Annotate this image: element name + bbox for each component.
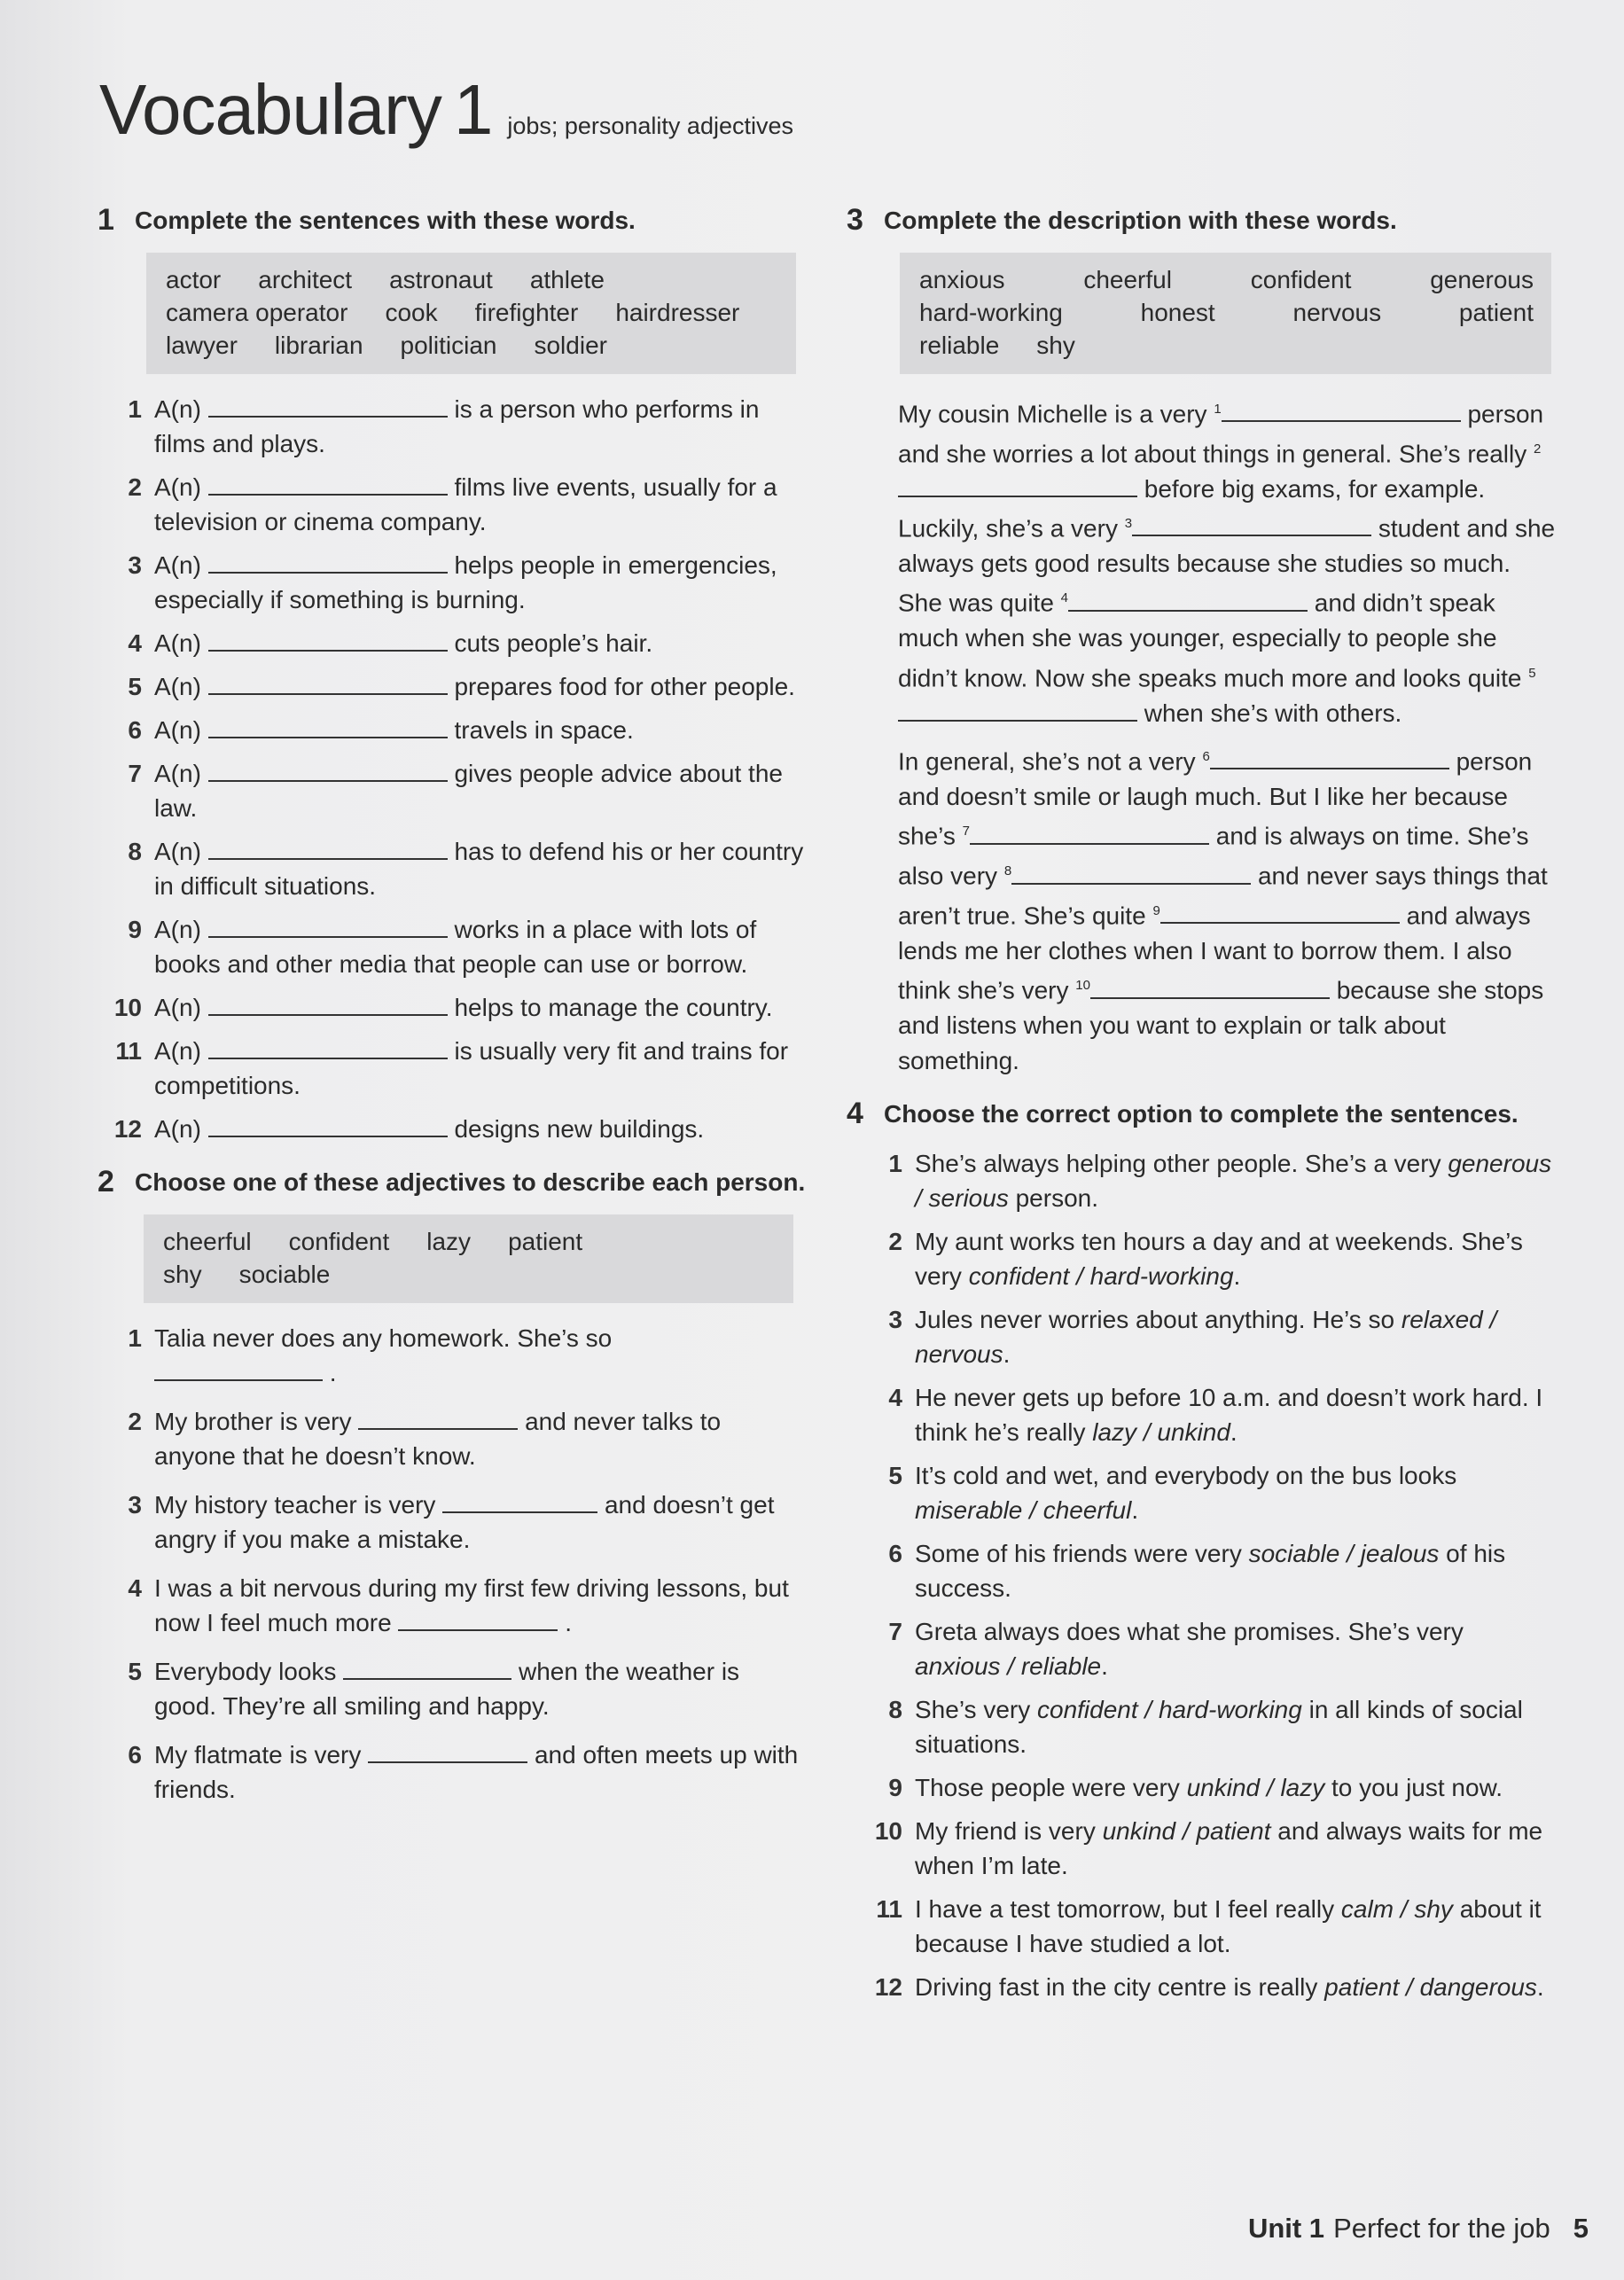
item-text: I was a bit nervous during my first few driving lessons, but now I feel much more [154, 1574, 789, 1636]
word: hairdresser [615, 299, 740, 326]
gap-number: 9 [1152, 903, 1160, 919]
list-item [847, 1146, 1556, 1215]
exercise-instruction: Complete the sentences with these words. [135, 207, 636, 234]
item-text: A(n) [154, 1037, 201, 1065]
item-text: in all kinds of social situations. [915, 1696, 1523, 1759]
item-text: helps people in emergencies, especially if something is burning. [154, 551, 777, 613]
list-item [847, 1536, 1556, 1605]
word: soldier [534, 332, 607, 359]
item-text: about it because I have studied a lot. [915, 1895, 1542, 1958]
word-box-1 [146, 253, 796, 374]
word: architect [258, 266, 353, 293]
option-choice[interactable]: relaxed / nervous [915, 1306, 1497, 1369]
item-text: Greta always does what she promises. She’s very [915, 1618, 1464, 1646]
item-text: films live events, usually for a television or cinema company. [154, 473, 777, 535]
item-text: and never talks to anyone that he doesn’t know. [154, 1408, 722, 1470]
list-item [98, 990, 807, 1025]
item-text: A(n) [154, 994, 201, 1021]
para-text: student and she always gets good results because she studies so much. She was quite [898, 514, 1556, 617]
exercise-4-heading [847, 1097, 1556, 1130]
item-number: 6 [128, 1741, 142, 1769]
item-text: It’s cold and wet, and everybody on the bus looks [915, 1462, 1457, 1490]
item-text: He never gets up before 10 a.m. and doesn’t work hard. I think he’s really [915, 1384, 1543, 1447]
page-footer [1248, 2213, 1589, 2245]
item-text: when the weather is good. They’re all smiling and happy. [154, 1658, 740, 1720]
option-choice[interactable]: sociable / jealous [1248, 1540, 1440, 1568]
list-item [98, 1487, 807, 1557]
item-number: 2 [888, 1228, 902, 1256]
gap-number: 3 [1124, 516, 1133, 532]
item-text: . [329, 1359, 337, 1386]
exercise-instruction: Complete the description with these words. [884, 207, 1397, 234]
item-text: . [565, 1609, 573, 1636]
exercise-1-items [98, 392, 807, 1146]
word: reliable [919, 332, 1000, 359]
item-text: of his success. [915, 1540, 1506, 1603]
para-text: because she stops and listens when you want to explain or talk about something. [898, 976, 1544, 1074]
answer-blank[interactable] [208, 472, 448, 496]
item-text: A(n) [154, 916, 201, 943]
item-number: 6 [128, 716, 142, 744]
word-row [919, 329, 1534, 362]
item-text: My friend is very [915, 1817, 1103, 1846]
item-number: 4 [128, 629, 142, 657]
list-item [98, 1571, 807, 1640]
item-text: . [1131, 1496, 1139, 1525]
item-text: A(n) [154, 551, 201, 579]
answer-blank[interactable] [208, 915, 448, 938]
item-number: 10 [113, 994, 142, 1021]
item-number: 3 [128, 551, 142, 579]
item-text: . [1101, 1652, 1108, 1681]
item-text: Those people were very [915, 1774, 1187, 1802]
answer-blank[interactable] [1160, 901, 1400, 924]
item-text: Talia never does any homework. She’s so [154, 1324, 613, 1352]
item-text: My brother is very [154, 1408, 352, 1435]
list-item [98, 1654, 807, 1723]
description-paragraph-1 [898, 392, 1556, 730]
item-text: A(n) [154, 760, 201, 787]
item-text: gives people advice about the law. [154, 760, 783, 822]
item-number: 12 [113, 1115, 142, 1143]
item-text: She’s always helping other people. She’s a very [915, 1150, 1448, 1178]
word: confident [288, 1228, 390, 1255]
answer-blank[interactable] [208, 759, 448, 782]
word-box-3 [900, 253, 1551, 374]
option-choice[interactable]: miserable / cheerful [915, 1496, 1132, 1525]
item-text: My flatmate is very [154, 1741, 362, 1769]
list-item [847, 1770, 1556, 1805]
word: astronaut [389, 266, 493, 293]
item-number: 11 [876, 1895, 902, 1924]
gap-number: 8 [1003, 863, 1012, 879]
item-text: travels in space. [454, 716, 634, 744]
item-number: 5 [128, 1658, 142, 1685]
word: camera operator [166, 299, 348, 326]
item-text: . [1230, 1418, 1238, 1447]
word-row [163, 1225, 776, 1258]
word: actor [166, 266, 222, 293]
exercise-number: 4 [847, 1097, 863, 1131]
word: honest [1140, 299, 1215, 326]
answer-blank[interactable] [208, 715, 448, 738]
item-number: 6 [888, 1540, 902, 1568]
footer-title: Perfect for the job [1333, 2213, 1550, 2244]
list-item [847, 1614, 1556, 1683]
word-row [919, 296, 1534, 329]
list-item [847, 1224, 1556, 1293]
answer-blank[interactable] [208, 550, 448, 574]
item-number: 5 [128, 673, 142, 700]
left-column [98, 204, 807, 1821]
list-item [98, 470, 807, 539]
item-number: 3 [888, 1306, 902, 1334]
item-text: cuts people’s hair. [454, 629, 653, 657]
list-item [847, 1692, 1556, 1761]
item-number: 7 [888, 1618, 902, 1646]
answer-blank[interactable] [208, 993, 448, 1016]
list-item [847, 1380, 1556, 1449]
word: lazy [426, 1228, 472, 1255]
word: shy [163, 1261, 202, 1288]
para-text: In general, she’s not a very [898, 747, 1196, 776]
word: sociable [238, 1261, 331, 1288]
list-item [98, 1321, 807, 1390]
item-number: 1 [888, 1150, 902, 1178]
word-row [166, 263, 778, 296]
option-choice[interactable]: unkind / patient [1102, 1817, 1271, 1846]
word: anxious [919, 266, 1005, 293]
item-text: A(n) [154, 673, 201, 700]
word: confident [1250, 266, 1352, 293]
list-item [98, 713, 807, 747]
option-choice[interactable]: confident / hard-working [1037, 1696, 1302, 1724]
item-text: A(n) [154, 395, 201, 423]
item-text: . [1233, 1262, 1241, 1291]
item-number: 8 [888, 1696, 902, 1724]
item-text: Jules never worries about anything. He’s so [915, 1306, 1401, 1334]
exercise-3-heading [847, 204, 1556, 237]
item-text: A(n) [154, 838, 201, 865]
item-text: is a person who performs in films and plays. [154, 395, 760, 457]
item-text: helps to manage the country. [454, 994, 773, 1021]
list-item [98, 626, 807, 660]
list-item [98, 392, 807, 461]
word: cook [385, 299, 438, 326]
answer-blank[interactable] [1090, 976, 1330, 999]
item-text: My history teacher is very [154, 1491, 436, 1519]
exercise-1-heading [98, 204, 807, 237]
option-choice[interactable]: confident / hard-working [968, 1262, 1234, 1291]
answer-blank[interactable] [368, 1740, 527, 1763]
item-number: 1 [128, 395, 142, 423]
item-text: and often meets up with friends. [154, 1741, 799, 1803]
title-text: Vocabulary [99, 70, 441, 149]
item-number: 9 [128, 916, 142, 943]
item-text: . [1536, 1973, 1544, 2002]
list-item [98, 1112, 807, 1146]
gap-number: 10 [1075, 978, 1090, 994]
exercise-2-items [98, 1321, 807, 1807]
item-text: has to defend his or her country in difficult situations. [154, 838, 804, 900]
word: firefighter [474, 299, 579, 326]
gap-number: 1 [1214, 402, 1222, 417]
option-choice[interactable]: calm / shy [1340, 1895, 1453, 1924]
title-subtitle: jobs; personality adjectives [507, 113, 793, 139]
option-choice[interactable]: unkind / lazy [1186, 1774, 1325, 1802]
exercise-number: 3 [847, 203, 863, 237]
item-text: I have a test tomorrow, but I feel really [915, 1895, 1341, 1924]
item-text: works in a place with lots of books and other media that people can use or borrow. [154, 916, 757, 978]
option-choice[interactable]: generous / serious [915, 1150, 1552, 1213]
item-text: and doesn’t get angry if you make a mistake. [154, 1491, 775, 1553]
exercise-instruction: Choose the correct option to complete the sentences. [884, 1100, 1519, 1128]
item-text: Everybody looks [154, 1658, 337, 1685]
answer-blank[interactable] [154, 1358, 323, 1381]
answer-blank[interactable] [208, 672, 448, 695]
gap-number: 7 [962, 824, 970, 839]
item-text: My aunt works ten hours a day and at weekends. She’s very [915, 1228, 1523, 1291]
answer-blank[interactable] [970, 822, 1209, 845]
item-text: is usually very fit and trains for competitions. [154, 1037, 789, 1099]
word-box-2 [144, 1214, 793, 1303]
item-text: She’s very [915, 1696, 1037, 1724]
para-text: person and she worries a lot about things in general. She’s really [898, 400, 1544, 468]
list-item [98, 1034, 807, 1103]
para-text: before big exams, for example. Luckily, she’s a very [898, 474, 1486, 543]
item-text: designs new buildings. [454, 1115, 705, 1143]
answer-blank[interactable] [208, 394, 448, 418]
list-item [98, 756, 807, 825]
answer-blank[interactable] [1068, 589, 1308, 612]
list-item [98, 912, 807, 981]
item-text: and always waits for me when I’m late. [915, 1817, 1543, 1880]
list-item [847, 1302, 1556, 1371]
list-item [847, 1970, 1556, 2004]
exercise-4-items [847, 1146, 1556, 2004]
option-choice[interactable]: anxious / reliable [915, 1652, 1102, 1681]
item-number: 2 [128, 473, 142, 501]
list-item [98, 1404, 807, 1473]
item-number: 2 [128, 1408, 142, 1435]
word: shy [1036, 332, 1075, 359]
item-text: . [1003, 1340, 1011, 1369]
option-choice[interactable]: patient / dangerous [1324, 1973, 1537, 2002]
word-row [166, 296, 778, 329]
word: cheerful [1083, 266, 1172, 293]
exercise-number: 2 [98, 1165, 114, 1199]
para-text: and didn’t speak much when she was younger, especially to people she didn’t know. Now she speaks much more and looks quite [898, 589, 1522, 692]
word: lawyer [166, 332, 238, 359]
answer-blank[interactable] [398, 1608, 558, 1631]
item-text: Some of his friends were very [915, 1540, 1249, 1568]
answer-blank[interactable] [343, 1657, 511, 1680]
item-text: to you just now. [1324, 1774, 1503, 1802]
word: generous [1430, 266, 1534, 293]
word: nervous [1292, 299, 1382, 326]
word-row [163, 1258, 776, 1291]
list-item [98, 669, 807, 704]
answer-blank[interactable] [1210, 746, 1449, 769]
word: patient [1458, 299, 1534, 326]
option-choice[interactable]: lazy / unkind [1092, 1418, 1230, 1447]
page-title [99, 69, 793, 151]
item-text: A(n) [154, 1115, 201, 1143]
answer-blank[interactable] [358, 1407, 518, 1430]
item-text: A(n) [154, 629, 201, 657]
para-text: and never says things that aren’t true. She’s quite [898, 862, 1548, 930]
answer-blank[interactable] [442, 1490, 597, 1513]
word: cheerful [163, 1228, 252, 1255]
description-paragraph-2 [898, 739, 1556, 1078]
item-number: 9 [888, 1774, 902, 1802]
item-number: 1 [128, 1324, 142, 1352]
right-column [847, 204, 1556, 2013]
item-text: prepares food for other people. [454, 673, 795, 700]
answer-blank[interactable] [898, 474, 1137, 497]
word: athlete [529, 266, 605, 293]
list-item [847, 1458, 1556, 1527]
item-number: 3 [128, 1491, 142, 1519]
para-text: My cousin Michelle is a very [898, 400, 1207, 428]
gap-number: 4 [1060, 590, 1069, 606]
word: librarian [274, 332, 363, 359]
exercise-number: 1 [98, 203, 114, 237]
answer-blank[interactable] [208, 629, 448, 652]
answer-blank[interactable] [1222, 399, 1461, 422]
exercise-2-heading [98, 1166, 807, 1199]
gap-number: 5 [1528, 665, 1536, 681]
para-text: person and doesn’t smile or laugh much. But I like her because she’s [898, 747, 1533, 850]
item-number: 5 [888, 1462, 902, 1490]
answer-blank[interactable] [898, 699, 1137, 722]
exercise-instruction: Choose one of these adjectives to describe each person. [135, 1168, 806, 1196]
list-item [847, 1814, 1556, 1883]
item-number: 4 [888, 1384, 902, 1412]
list-item [847, 1892, 1556, 1961]
item-text: A(n) [154, 716, 201, 744]
word: patient [508, 1228, 583, 1255]
answer-blank[interactable] [208, 1036, 448, 1059]
word-row [166, 329, 778, 362]
word: politician [400, 332, 497, 359]
item-number: 4 [128, 1574, 142, 1602]
footer-unit: Unit 1 [1247, 2213, 1325, 2244]
item-number: 7 [128, 760, 142, 787]
item-number: 8 [128, 838, 142, 865]
answer-blank[interactable] [208, 1114, 448, 1137]
answer-blank[interactable] [208, 837, 448, 860]
item-number: 12 [874, 1973, 902, 2002]
para-text: and is always on time. She’s also very [898, 822, 1529, 890]
item-number: 10 [874, 1817, 902, 1846]
page-number: 5 [1573, 2213, 1589, 2244]
list-item [98, 1737, 807, 1807]
title-number: 1 [453, 70, 494, 149]
list-item [98, 548, 807, 617]
para-text: and always lends me her clothes when I want to borrow them. I also think she’s very [898, 902, 1531, 1004]
answer-blank[interactable] [1132, 513, 1371, 536]
gap-number: 2 [1534, 441, 1542, 457]
answer-blank[interactable] [1011, 862, 1251, 885]
item-number: 11 [115, 1037, 142, 1065]
item-text: A(n) [154, 473, 201, 501]
para-text: when she’s with others. [1144, 699, 1402, 727]
word-row [919, 263, 1534, 296]
item-text: Driving fast in the city centre is really [915, 1973, 1325, 2002]
word: hard-working [919, 299, 1063, 326]
gap-number: 6 [1202, 749, 1210, 765]
item-text: person. [1008, 1184, 1098, 1213]
list-item [98, 834, 807, 903]
